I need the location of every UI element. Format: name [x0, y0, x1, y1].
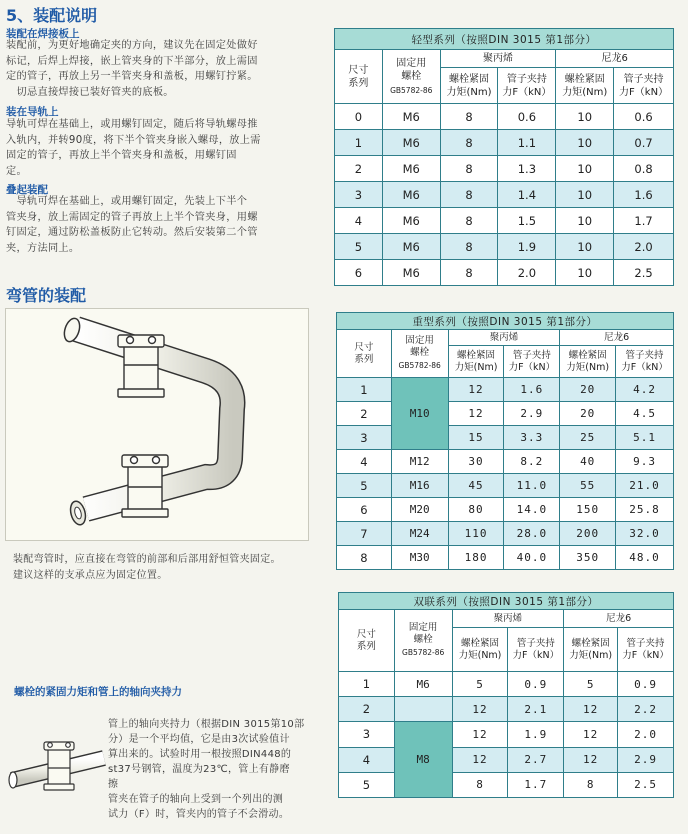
cell: 2 — [339, 697, 395, 722]
header-size: 尺寸 系列 — [339, 610, 395, 672]
cell: 12 — [564, 747, 618, 772]
stack-title: 叠起装配 — [6, 184, 48, 196]
table-row — [339, 772, 674, 797]
cell: M12 — [391, 450, 448, 474]
header-ny-force: 管子夹持 力F（kN） — [618, 628, 674, 672]
cell: 8 — [440, 182, 498, 208]
cell: 25.8 — [616, 498, 674, 522]
table-row — [337, 378, 674, 402]
cell: 25 — [560, 426, 616, 450]
cell: 10 — [556, 260, 614, 286]
torque-line: st37号钢管，温度为23℃，管上有静磨 — [108, 764, 290, 775]
table-row — [337, 450, 674, 474]
cell: 8 — [564, 772, 618, 797]
header-ny-torque: 螺栓紧固 力矩(Nm) — [564, 628, 618, 672]
cell: 12 — [564, 722, 618, 747]
cell: 5 — [452, 672, 508, 697]
rail-line: 定。 — [6, 165, 27, 177]
cell: 4.5 — [616, 402, 674, 426]
header-pp-torque: 螺栓紧固 力矩(Nm) — [448, 346, 504, 378]
cell: 1.9 — [498, 234, 556, 260]
cell: 30 — [448, 450, 504, 474]
torque-line: 分）是一个平均值，它是由3次试验值计 — [108, 734, 290, 745]
cell: 1.4 — [498, 182, 556, 208]
table-row — [335, 260, 674, 286]
header-pp-force: 管子夹持 力F（kN） — [508, 628, 564, 672]
header-pp-torque: 螺栓紧固 力矩(Nm) — [440, 68, 498, 104]
cell: 0.6 — [498, 104, 556, 130]
cell: 350 — [560, 546, 616, 570]
table-row — [337, 498, 674, 522]
table-row — [339, 747, 674, 772]
weld-line: 定的管子，再放上另一半管夹身和盖板，用螺钉拧紧。 — [6, 71, 258, 82]
cell: 14.0 — [504, 498, 560, 522]
cell: 10 — [556, 130, 614, 156]
cell: 12 — [452, 747, 508, 772]
header-ny-force: 管子夹持 力F（kN） — [614, 68, 674, 104]
cell: 2.9 — [618, 747, 674, 772]
cell: 10 — [556, 234, 614, 260]
torque-line: 管上的轴向夹持力（根据DIN 3015第10部 — [108, 719, 305, 730]
cell: 3 — [335, 182, 383, 208]
cell: 2.5 — [614, 260, 674, 286]
table-row — [335, 130, 674, 156]
cell: M16 — [391, 474, 448, 498]
cell: 200 — [560, 522, 616, 546]
cell: 5.1 — [616, 426, 674, 450]
cell: 2 — [335, 156, 383, 182]
cell: 55 — [560, 474, 616, 498]
cell: M24 — [391, 522, 448, 546]
cell: M6 — [382, 130, 440, 156]
cell: 40.0 — [504, 546, 560, 570]
table-row — [337, 522, 674, 546]
bend-caption-line: 装配弯管时，应直接在弯管的前部和后部用舒恒管夹固定。 — [13, 554, 281, 565]
cell: 20 — [560, 378, 616, 402]
cell: 8 — [440, 234, 498, 260]
stack-line: 钉固定，通过防松盖板防止它转动。然后安装第二个管 — [6, 227, 258, 238]
weld-title: 装配在焊接板上 — [6, 28, 80, 40]
header-ny-torque: 螺栓紧固 力矩(Nm) — [556, 68, 614, 104]
cell: 1.9 — [508, 722, 564, 747]
table-row — [339, 672, 674, 697]
cell: 180 — [448, 546, 504, 570]
cell: 10 — [556, 208, 614, 234]
cell: M6 — [382, 182, 440, 208]
cell: 40 — [560, 450, 616, 474]
table-row — [335, 156, 674, 182]
cell: 21.0 — [616, 474, 674, 498]
cell: 2.0 — [618, 722, 674, 747]
stack-line: 夹，方法同上。 — [6, 242, 80, 254]
rail-line: 入轨内，并转90度，将下半个管夹身嵌入螺母，放上需 — [6, 134, 261, 146]
cell: 2.5 — [618, 772, 674, 797]
table-row — [339, 697, 674, 722]
header-pp: 聚丙烯 — [440, 50, 556, 68]
cell: 2.7 — [508, 747, 564, 772]
cell — [394, 697, 452, 722]
table-row — [337, 426, 674, 450]
cell: 10 — [556, 104, 614, 130]
heavy-series-table — [336, 312, 674, 570]
cell: 6 — [337, 498, 392, 522]
cell: M6 — [382, 260, 440, 286]
cell: 1.7 — [614, 208, 674, 234]
cell: 12 — [564, 697, 618, 722]
double-table-caption: 双联系列（按照DIN 3015 第1部分） — [339, 593, 674, 610]
cell: 1.6 — [614, 182, 674, 208]
table-row — [337, 402, 674, 426]
cell: 45 — [448, 474, 504, 498]
cell: 7 — [337, 522, 392, 546]
cell: 1.6 — [504, 378, 560, 402]
torque-line: 擦 — [108, 779, 119, 790]
table-row — [335, 234, 674, 260]
cell: 32.0 — [616, 522, 674, 546]
torque-paragraph — [108, 717, 304, 822]
cell: 12 — [452, 722, 508, 747]
table-row — [335, 208, 674, 234]
cell: 4 — [339, 747, 395, 772]
cell: M6 — [382, 234, 440, 260]
bolt-m10-cell: M10 — [391, 378, 448, 450]
cell: 1.7 — [508, 772, 564, 797]
weld-line: 标记，后焊上焊接，嵌上管夹身的下半部分，放上需固 — [6, 55, 258, 67]
cell: 110 — [448, 522, 504, 546]
header-pp-force: 管子夹持 力F（kN） — [498, 68, 556, 104]
torque-line: 算出来的。试验时用一根按照DIN448的 — [108, 749, 292, 760]
table-row — [335, 182, 674, 208]
clamp-illustration — [8, 718, 108, 818]
heavy-table-caption: 重型系列（按照DIN 3015 第1部分） — [337, 313, 674, 330]
cell: 8 — [440, 104, 498, 130]
cell: 1 — [339, 672, 395, 697]
cell: 5 — [339, 772, 395, 797]
cell: 12 — [448, 402, 504, 426]
light-series-table — [334, 28, 674, 286]
cell: 1 — [335, 130, 383, 156]
cell: 10 — [556, 182, 614, 208]
header-pp-torque: 螺栓紧固 力矩(Nm) — [452, 628, 508, 672]
cell: 2.0 — [614, 234, 674, 260]
cell: 0.7 — [614, 130, 674, 156]
cell: 3.3 — [504, 426, 560, 450]
weld-line: 装配前，为更好地确定夹的方向，建议先在固定处做好 — [6, 40, 258, 51]
cell: M6 — [382, 156, 440, 182]
cell: 150 — [560, 498, 616, 522]
cell: M30 — [391, 546, 448, 570]
cell: 10 — [556, 156, 614, 182]
rail-line: 导轨可焊在基础上，或用螺钉固定，随后将导轨螺母推 — [6, 119, 258, 130]
cell: 8 — [440, 130, 498, 156]
cell: 1.3 — [498, 156, 556, 182]
cell: M6 — [382, 104, 440, 130]
header-bolt: 固定用 螺栓 GB5782-86 — [391, 330, 448, 378]
cell: 4 — [335, 208, 383, 234]
cell: 12 — [448, 378, 504, 402]
cell: 3 — [339, 722, 395, 747]
header-ny-force: 管子夹持 力F（kN） — [616, 346, 674, 378]
torque-line: 试力（F）时，管夹内的管子不会滑动。 — [108, 809, 290, 820]
cell: 1 — [337, 378, 392, 402]
cell: 48.0 — [616, 546, 674, 570]
cell: 5 — [335, 234, 383, 260]
rail-paragraph — [6, 117, 261, 179]
cell: 8 — [440, 156, 498, 182]
cell: 2.0 — [498, 260, 556, 286]
cell: M6 — [394, 672, 452, 697]
cell: 20 — [560, 402, 616, 426]
cell: 8 — [440, 208, 498, 234]
table-row — [337, 546, 674, 570]
cell: 3 — [337, 426, 392, 450]
cell: 8 — [337, 546, 392, 570]
cell: 80 — [448, 498, 504, 522]
cell: 12 — [452, 697, 508, 722]
cell: 8 — [452, 772, 508, 797]
stack-paragraph — [6, 194, 258, 256]
header-pp: 聚丙烯 — [448, 330, 560, 346]
table-row — [335, 104, 674, 130]
cell: 2.2 — [618, 697, 674, 722]
bolt-m8-cell: M8 — [394, 722, 452, 798]
cell: 1.5 — [498, 208, 556, 234]
torque-line: 管夹在管子的轴向上受到一个列出的测 — [108, 794, 284, 805]
bend-caption-line: 建议这样的支承点应为固定位置。 — [13, 570, 168, 581]
cell: 0.9 — [508, 672, 564, 697]
stack-line: 管夹身，放上需固定的管子再放上上半个管夹身，用螺 — [6, 211, 258, 223]
cell: 8 — [440, 260, 498, 286]
cell: 8.2 — [504, 450, 560, 474]
cell: 0 — [335, 104, 383, 130]
cell: 2.9 — [504, 402, 560, 426]
rail-title: 装在导轨上 — [6, 106, 59, 118]
header-nylon: 尼龙6 — [560, 330, 674, 346]
cell: 1.1 — [498, 130, 556, 156]
weld-line: 切忌直接焊接已装好管夹的底板。 — [6, 86, 174, 98]
light-table-caption: 轻型系列（按照DIN 3015 第1部分） — [335, 29, 674, 50]
cell: M20 — [391, 498, 448, 522]
stack-line: 导轨可焊在基础上，或用螺钉固定，先装上下半个 — [6, 196, 248, 207]
header-bolt: 固定用 螺栓 GB5782-86 — [382, 50, 440, 104]
cell: 0.9 — [618, 672, 674, 697]
header-size: 尺寸 系列 — [337, 330, 392, 378]
rail-line: 固定的管子，再放上半个管夹身和盖板，用螺钉固 — [6, 150, 237, 161]
header-bolt: 固定用 螺栓 GB5782-86 — [394, 610, 452, 672]
bent-pipe-drawing — [6, 309, 308, 540]
torque-title: 螺栓的紧固力矩和管上的轴向夹持力 — [14, 686, 182, 698]
cell: M6 — [382, 208, 440, 234]
header-ny-torque: 螺栓紧固 力矩(Nm) — [560, 346, 616, 378]
weld-paragraph — [6, 38, 258, 100]
double-series-table — [338, 592, 674, 798]
cell: 5 — [337, 474, 392, 498]
cell: 11.0 — [504, 474, 560, 498]
header-nylon: 尼龙6 — [556, 50, 674, 68]
cell: 9.3 — [616, 450, 674, 474]
cell: 4.2 — [616, 378, 674, 402]
header-pp: 聚丙烯 — [452, 610, 564, 628]
cell: 0.8 — [614, 156, 674, 182]
cell: 28.0 — [504, 522, 560, 546]
header-size: 尺寸 系列 — [335, 50, 383, 104]
cell: 15 — [448, 426, 504, 450]
cell: 2.1 — [508, 697, 564, 722]
assembly-title: 5、装配说明 — [6, 6, 98, 25]
cell: 5 — [564, 672, 618, 697]
clamp-drawing — [8, 718, 108, 818]
bent-pipe-illustration — [5, 308, 309, 541]
bend-caption — [13, 552, 281, 584]
cell: 2 — [337, 402, 392, 426]
cell: 0.6 — [614, 104, 674, 130]
table-row — [339, 722, 674, 747]
table-row — [337, 474, 674, 498]
header-pp-force: 管子夹持 力F（kN） — [504, 346, 560, 378]
cell: 6 — [335, 260, 383, 286]
bend-title: 弯管的装配 — [6, 286, 87, 305]
header-nylon: 尼龙6 — [564, 610, 674, 628]
cell: 4 — [337, 450, 392, 474]
